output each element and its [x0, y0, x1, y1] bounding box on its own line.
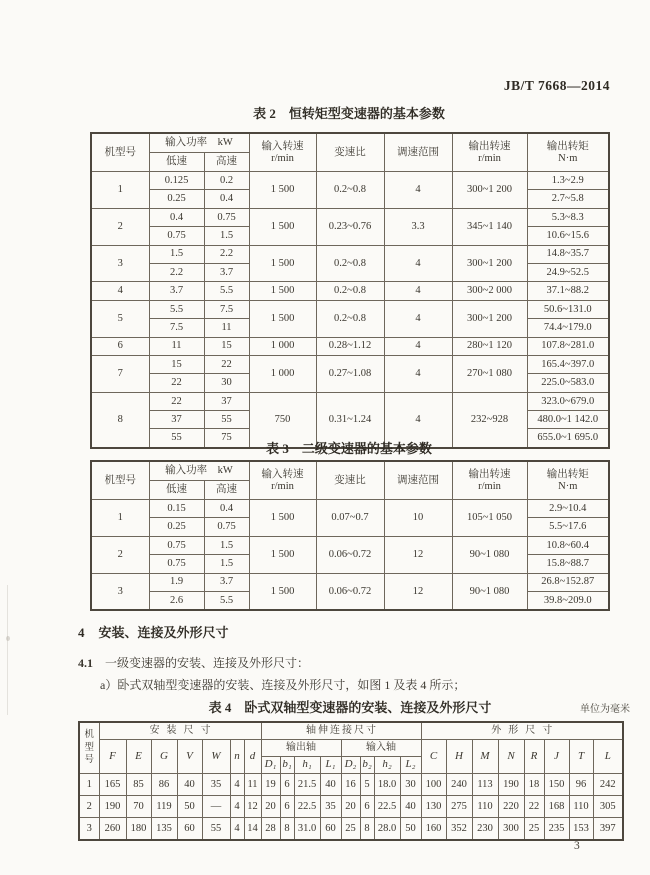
- table-row: [91, 500, 609, 518]
- header-col-shaft: D₂: [341, 757, 360, 774]
- cell-output-torque: 2.7~5.8: [527, 190, 609, 208]
- cell-dimension: 21.5: [294, 774, 320, 796]
- header-speed-range: 调速范围: [384, 461, 452, 500]
- table-row: [91, 573, 609, 591]
- cell-dimension: 11: [244, 774, 261, 796]
- cell-dimension: 35: [320, 796, 341, 818]
- cell-dimension: 3: [79, 818, 99, 841]
- cell-output-torque: 2.9~10.4: [527, 500, 609, 518]
- cell-dimension: 165: [99, 774, 126, 796]
- table2-title: 表 2 恒转矩型变速器的基本参数: [253, 106, 445, 121]
- table3: [90, 460, 610, 611]
- header-col-shaft: D₁: [261, 757, 280, 774]
- cell-input-speed: 1 500: [249, 172, 316, 209]
- cell-low-power: 1.9: [149, 573, 204, 591]
- cell-output-speed: 300~2 000: [452, 282, 527, 300]
- cell-dimension: 190: [99, 796, 126, 818]
- header-col-R: R: [524, 740, 544, 774]
- cell-dimension: 180: [126, 818, 151, 841]
- header-col-H: H: [446, 740, 472, 774]
- cell-dimension: 130: [421, 796, 446, 818]
- cell-model: 2: [91, 208, 149, 245]
- cell-dimension: 50: [400, 818, 421, 841]
- cell-dimension: 305: [593, 796, 623, 818]
- header-col-F: F: [99, 740, 126, 774]
- cell-output-speed: 280~1 120: [452, 337, 527, 355]
- cell-dimension: 190: [498, 774, 524, 796]
- cell-high-power: 1.5: [204, 555, 249, 573]
- cell-output-speed: 300~1 200: [452, 245, 527, 282]
- cell-output-torque: 165.4~397.0: [527, 355, 609, 373]
- cell-dimension: —: [202, 796, 230, 818]
- cell-dimension: 113: [472, 774, 498, 796]
- cell-speed-range: 4: [384, 245, 452, 282]
- header-col-shaft: b₁: [280, 757, 294, 774]
- cell-dimension: 14: [244, 818, 261, 841]
- cell-dimension: 96: [569, 774, 593, 796]
- cell-ratio: 0.31~1.24: [316, 392, 384, 448]
- section-heading-text: 安装、连接及外形尺寸: [98, 625, 229, 640]
- cell-low-power: 22: [149, 374, 204, 392]
- header-col-shaft: h₂: [374, 757, 400, 774]
- cell-dimension: 25: [524, 818, 544, 841]
- header-col-N: N: [498, 740, 524, 774]
- header-col-shaft: b₂: [360, 757, 374, 774]
- header-input-power: 输入功率 kW: [149, 133, 249, 153]
- page-number: 3: [574, 840, 580, 852]
- cell-dimension: 119: [151, 796, 177, 818]
- cell-dimension: 4: [230, 818, 244, 841]
- cell-output-torque: 323.0~679.0: [527, 392, 609, 410]
- header-low-speed: 低速: [149, 153, 204, 172]
- list-item-a: a）卧式双轴型变速器的安装、连接及外形尺寸，如图 1 及表 4 所示；: [100, 678, 466, 692]
- clause-text: 一级变速器的安装、连接及外形尺寸：: [105, 656, 310, 670]
- table-row: [91, 208, 609, 226]
- header-col-shaft: h₁: [294, 757, 320, 774]
- cell-dimension: 100: [421, 774, 446, 796]
- cell-high-power: 5.5: [204, 282, 249, 300]
- section-heading: [78, 622, 229, 641]
- cell-low-power: 15: [149, 355, 204, 373]
- cell-input-speed: 1 000: [249, 355, 316, 392]
- cell-dimension: 40: [177, 774, 202, 796]
- table4-title-bar: [78, 697, 630, 715]
- cell-dimension: 16: [341, 774, 360, 796]
- cell-high-power: 11: [204, 319, 249, 337]
- header-model: 机型号: [91, 133, 149, 172]
- cell-dimension: 28: [261, 818, 280, 841]
- cell-output-speed: 300~1 200: [452, 172, 527, 209]
- cell-model: 1: [91, 172, 149, 209]
- header-ratio: 变速比: [316, 461, 384, 500]
- header-col-shaft: L₁: [320, 757, 341, 774]
- cell-output-torque: 39.8~209.0: [527, 591, 609, 610]
- cell-low-power: 55: [149, 429, 204, 448]
- cell-output-speed: 345~1 140: [452, 208, 527, 245]
- cell-output-torque: 26.8~152.87: [527, 573, 609, 591]
- cell-dimension: 242: [593, 774, 623, 796]
- cell-high-power: 7.5: [204, 300, 249, 318]
- table2: [90, 132, 610, 449]
- cell-model: 1: [91, 500, 149, 537]
- cell-dimension: 22.5: [374, 796, 400, 818]
- section-number: 4: [78, 625, 85, 640]
- header-output-shaft: 输出轴: [261, 740, 341, 757]
- cell-dimension: 30: [400, 774, 421, 796]
- header-col-d: d: [244, 740, 261, 774]
- clause-number: 4.1: [78, 656, 93, 670]
- cell-dimension: 4: [230, 796, 244, 818]
- table-row: [91, 282, 609, 300]
- cell-low-power: 37: [149, 411, 204, 429]
- cell-high-power: 2.2: [204, 245, 249, 263]
- cell-dimension: 18.0: [374, 774, 400, 796]
- cell-ratio: 0.2~0.8: [316, 172, 384, 209]
- cell-speed-range: 4: [384, 337, 452, 355]
- cell-model: 3: [91, 245, 149, 282]
- cell-output-torque: 107.8~281.0: [527, 337, 609, 355]
- cell-dimension: 2: [79, 796, 99, 818]
- cell-low-power: 2.2: [149, 263, 204, 281]
- cell-input-speed: 1 500: [249, 500, 316, 537]
- cell-model: 3: [91, 573, 149, 610]
- table-row: [91, 337, 609, 355]
- cell-dimension: 50: [177, 796, 202, 818]
- cell-dimension: 6: [280, 774, 294, 796]
- cell-dimension: 20: [341, 796, 360, 818]
- cell-dimension: 55: [202, 818, 230, 841]
- cell-dimension: 6: [360, 796, 374, 818]
- cell-speed-range: 4: [384, 282, 452, 300]
- header-input-power: 输入功率 kW: [149, 461, 249, 481]
- cell-speed-range: 10: [384, 500, 452, 537]
- cell-low-power: 0.15: [149, 500, 204, 518]
- cell-output-torque: 225.0~583.0: [527, 374, 609, 392]
- cell-model: 7: [91, 355, 149, 392]
- header-input-shaft: 输入轴: [341, 740, 421, 757]
- cell-speed-range: 4: [384, 172, 452, 209]
- cell-speed-range: 12: [384, 573, 452, 610]
- header-output-speed: 输出转速 r/min: [452, 133, 527, 172]
- cell-dimension: 110: [472, 796, 498, 818]
- cell-dimension: 5: [360, 774, 374, 796]
- cell-ratio: 0.27~1.08: [316, 355, 384, 392]
- header-install-dims: 安装尺寸: [99, 722, 261, 740]
- scan-artifact: [6, 636, 10, 641]
- cell-high-power: 75: [204, 429, 249, 448]
- cell-high-power: 1.5: [204, 227, 249, 245]
- cell-dimension: 275: [446, 796, 472, 818]
- cell-low-power: 1.5: [149, 245, 204, 263]
- cell-output-torque: 10.8~60.4: [527, 536, 609, 554]
- cell-dimension: 168: [544, 796, 569, 818]
- cell-output-speed: 232~928: [452, 392, 527, 448]
- cell-output-speed: 105~1 050: [452, 500, 527, 537]
- cell-ratio: 0.23~0.76: [316, 208, 384, 245]
- table4-title: 表 4 卧式双轴型变速器的安装、连接及外形尺寸: [208, 700, 492, 715]
- cell-high-power: 30: [204, 374, 249, 392]
- cell-input-speed: 1 000: [249, 337, 316, 355]
- cell-speed-range: 3.3: [384, 208, 452, 245]
- header-input-speed: 输入转速 r/min: [249, 461, 316, 500]
- cell-input-speed: 1 500: [249, 245, 316, 282]
- cell-output-torque: 655.0~1 695.0: [527, 429, 609, 448]
- header-ratio: 变速比: [316, 133, 384, 172]
- header-outline-dims: 外形尺寸: [421, 722, 623, 740]
- cell-speed-range: 4: [384, 392, 452, 448]
- cell-output-torque: 480.0~1 142.0: [527, 411, 609, 429]
- cell-low-power: 0.25: [149, 190, 204, 208]
- cell-dimension: 19: [261, 774, 280, 796]
- cell-high-power: 0.2: [204, 172, 249, 190]
- header-low-speed: 低速: [149, 481, 204, 500]
- cell-dimension: 150: [544, 774, 569, 796]
- scan-artifact: [7, 585, 8, 715]
- cell-ratio: 0.28~1.12: [316, 337, 384, 355]
- cell-high-power: 37: [204, 392, 249, 410]
- cell-speed-range: 4: [384, 300, 452, 337]
- header-input-speed: 输入转速 r/min: [249, 133, 316, 172]
- cell-ratio: 0.06~0.72: [316, 536, 384, 573]
- cell-input-speed: 750: [249, 392, 316, 448]
- cell-dimension: 28.0: [374, 818, 400, 841]
- header-col-W: W: [202, 740, 230, 774]
- cell-dimension: 60: [177, 818, 202, 841]
- cell-model: 4: [91, 282, 149, 300]
- cell-dimension: 22.5: [294, 796, 320, 818]
- cell-low-power: 22: [149, 392, 204, 410]
- cell-ratio: 0.2~0.8: [316, 282, 384, 300]
- cell-dimension: 160: [421, 818, 446, 841]
- table-row: [79, 774, 623, 796]
- cell-speed-range: 4: [384, 355, 452, 392]
- cell-low-power: 2.6: [149, 591, 204, 610]
- cell-dimension: 86: [151, 774, 177, 796]
- cell-output-torque: 50.6~131.0: [527, 300, 609, 318]
- header-col-M: M: [472, 740, 498, 774]
- cell-input-speed: 1 500: [249, 573, 316, 610]
- table-row: [91, 300, 609, 318]
- table-row: [91, 172, 609, 190]
- cell-low-power: 0.75: [149, 555, 204, 573]
- cell-input-speed: 1 500: [249, 300, 316, 337]
- cell-model: 8: [91, 392, 149, 448]
- cell-dimension: 6: [280, 796, 294, 818]
- cell-ratio: 0.06~0.72: [316, 573, 384, 610]
- cell-dimension: 220: [498, 796, 524, 818]
- cell-output-torque: 10.6~15.6: [527, 227, 609, 245]
- cell-input-speed: 1 500: [249, 536, 316, 573]
- cell-input-speed: 1 500: [249, 282, 316, 300]
- cell-low-power: 3.7: [149, 282, 204, 300]
- table4: [78, 721, 624, 841]
- unit-note: 单位为毫米: [580, 704, 630, 715]
- document-number: JB/T 7668—2014: [503, 78, 610, 93]
- cell-dimension: 230: [472, 818, 498, 841]
- cell-dimension: 8: [280, 818, 294, 841]
- header-model: 机 型 号: [79, 722, 99, 774]
- header-col-L: L: [593, 740, 623, 774]
- table-row: [91, 245, 609, 263]
- header-output-torque: 输出转矩 N·m: [527, 133, 609, 172]
- cell-output-speed: 300~1 200: [452, 300, 527, 337]
- cell-output-torque: 1.3~2.9: [527, 172, 609, 190]
- cell-high-power: 0.4: [204, 500, 249, 518]
- header-col-J: J: [544, 740, 569, 774]
- cell-dimension: 352: [446, 818, 472, 841]
- cell-high-power: 0.75: [204, 208, 249, 226]
- cell-speed-range: 12: [384, 536, 452, 573]
- cell-low-power: 0.75: [149, 227, 204, 245]
- cell-output-speed: 90~1 080: [452, 536, 527, 573]
- cell-dimension: 22: [524, 796, 544, 818]
- header-high-speed: 高速: [204, 481, 249, 500]
- cell-high-power: 55: [204, 411, 249, 429]
- cell-low-power: 7.5: [149, 319, 204, 337]
- cell-ratio: 0.2~0.8: [316, 300, 384, 337]
- header-col-shaft: L₂: [400, 757, 421, 774]
- cell-dimension: 1: [79, 774, 99, 796]
- cell-ratio: 0.2~0.8: [316, 245, 384, 282]
- cell-dimension: 60: [320, 818, 341, 841]
- table-row: [79, 818, 623, 841]
- cell-dimension: 240: [446, 774, 472, 796]
- cell-low-power: 0.25: [149, 518, 204, 536]
- cell-output-speed: 90~1 080: [452, 573, 527, 610]
- cell-dimension: 397: [593, 818, 623, 841]
- cell-low-power: 0.4: [149, 208, 204, 226]
- cell-high-power: 0.4: [204, 190, 249, 208]
- header-col-n: n: [230, 740, 244, 774]
- cell-dimension: 85: [126, 774, 151, 796]
- cell-dimension: 40: [320, 774, 341, 796]
- cell-dimension: 110: [569, 796, 593, 818]
- cell-output-torque: 15.8~88.7: [527, 555, 609, 573]
- cell-high-power: 5.5: [204, 591, 249, 610]
- header-speed-range: 调速范围: [384, 133, 452, 172]
- cell-output-torque: 24.9~52.5: [527, 263, 609, 281]
- header-col-V: V: [177, 740, 202, 774]
- cell-dimension: 12: [244, 796, 261, 818]
- cell-high-power: 22: [204, 355, 249, 373]
- header-shaft-dims: 轴伸连接尺寸: [261, 722, 421, 740]
- cell-low-power: 5.5: [149, 300, 204, 318]
- cell-dimension: 40: [400, 796, 421, 818]
- cell-high-power: 3.7: [204, 263, 249, 281]
- cell-dimension: 300: [498, 818, 524, 841]
- cell-output-torque: 5.5~17.6: [527, 518, 609, 536]
- cell-dimension: 70: [126, 796, 151, 818]
- cell-dimension: 8: [360, 818, 374, 841]
- cell-dimension: 4: [230, 774, 244, 796]
- cell-low-power: 11: [149, 337, 204, 355]
- header-high-speed: 高速: [204, 153, 249, 172]
- header-col-E: E: [126, 740, 151, 774]
- cell-dimension: 260: [99, 818, 126, 841]
- cell-dimension: 235: [544, 818, 569, 841]
- cell-output-torque: 14.8~35.7: [527, 245, 609, 263]
- cell-dimension: 35: [202, 774, 230, 796]
- cell-high-power: 15: [204, 337, 249, 355]
- cell-high-power: 0.75: [204, 518, 249, 536]
- table-row: [79, 796, 623, 818]
- cell-output-torque: 74.4~179.0: [527, 319, 609, 337]
- cell-output-speed: 270~1 080: [452, 355, 527, 392]
- cell-dimension: 31.0: [294, 818, 320, 841]
- cell-dimension: 135: [151, 818, 177, 841]
- cell-model: 2: [91, 536, 149, 573]
- cell-model: 5: [91, 300, 149, 337]
- cell-ratio: 0.07~0.7: [316, 500, 384, 537]
- cell-high-power: 1.5: [204, 536, 249, 554]
- cell-low-power: 0.75: [149, 536, 204, 554]
- cell-dimension: 25: [341, 818, 360, 841]
- cell-dimension: 20: [261, 796, 280, 818]
- cell-input-speed: 1 500: [249, 208, 316, 245]
- cell-output-torque: 5.3~8.3: [527, 208, 609, 226]
- cell-output-torque: 37.1~88.2: [527, 282, 609, 300]
- table-row: [91, 355, 609, 373]
- header-col-T: T: [569, 740, 593, 774]
- header-output-torque: 输出转矩 N·m: [527, 461, 609, 500]
- table-row: [91, 536, 609, 554]
- header-col-C: C: [421, 740, 446, 774]
- clause-4-1: [78, 654, 309, 671]
- cell-dimension: 153: [569, 818, 593, 841]
- cell-low-power: 0.125: [149, 172, 204, 190]
- cell-model: 6: [91, 337, 149, 355]
- header-model: 机型号: [91, 461, 149, 500]
- table3-title: 表 3 二级变速器的基本参数: [266, 441, 432, 456]
- header-output-speed: 输出转速 r/min: [452, 461, 527, 500]
- cell-dimension: 18: [524, 774, 544, 796]
- table-row: [91, 392, 609, 410]
- cell-high-power: 3.7: [204, 573, 249, 591]
- header-col-G: G: [151, 740, 177, 774]
